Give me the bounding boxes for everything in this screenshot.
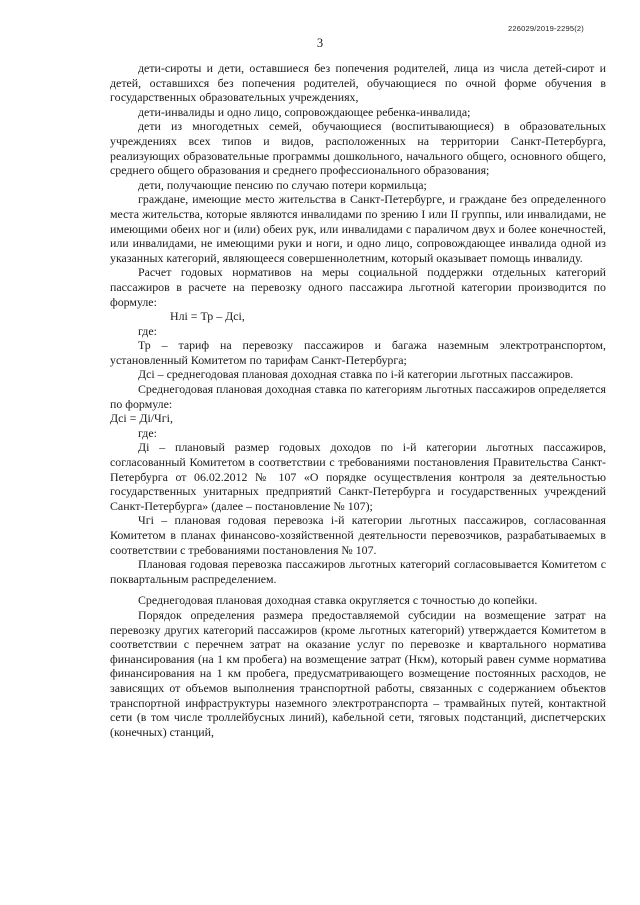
paragraph-tariff-definition: Тр – тариф на перевозку пассажиров и багажа наземным электротранспортом, установленный Комитетом по тарифам Санкт-Петербурга; — [110, 338, 606, 367]
paragraph-disabled-citizens: граждане, имеющие место жительства в Санкт-Петербурге, и граждане без определенного места жительства, которые являются инвалидами по зрению I или II группы, или инвалидами, не имеющими обеих ног и (или) обеих рук, или инвалидами с параличом двух и более конечностей, или инвалидами, не имеющими руки и ноги, и одно лицо, сопровождающее инвалида одной из указанных категорий, являющееся совершеннолетним, который оказывает помощь инвалиду. — [110, 192, 606, 265]
formula-rate: Дсі = Ді/Чгі, — [110, 411, 173, 426]
paragraph-large-families: дети из многодетных семей, обучающиеся (воспитывающиеся) в образовательных учреждениях всех типов и видов, расположенных на территории Санкт-Петербурга, реализующих образовательные программы дошкольного, начального общего, основного общего, среднего общего образования и среднего профессионального образования; — [110, 119, 606, 178]
formula-norm: Нлі = Тр – Дсі, — [170, 309, 245, 324]
paragraph-income-definition: Ді – плановый размер годовых доходов по i-й категории льготных пассажиров, согласованный Комитетом в соответствии с требованиями постановления Правительства Санкт-Петербурга от 06.02.2012 № 107 «О порядке осуществления контроля за деятельностью государственных унитарных предприятий Санкт-Петербурга и государственных учреждений Санкт-Петербурга» (далее – постановление № 107); — [110, 440, 606, 513]
paragraph-calculation-intro: Расчет годовых нормативов на меры социальной поддержки отдельных категорий пассажиров в расчете на перевозку одного пассажира льготной категории производится по формуле: — [110, 265, 606, 309]
paragraph-disabled-children: дети-инвалиды и одно лицо, сопровождающее ребенка-инвалида; — [138, 104, 471, 119]
paragraph-quarterly-distribution: Плановая годовая перевозка пассажиров льготных категорий согласовывается Комитетом с поквартальным распределением. — [110, 557, 606, 586]
paragraph-rate-definition: Дсі – среднегодовая плановая доходная ставка по i-й категории льготных пассажиров. — [138, 367, 574, 382]
document-body — [110, 61, 606, 739]
paragraph-rounding: Среднегодовая плановая доходная ставка округляется с точностью до копейки. — [138, 593, 538, 608]
paragraph-rate-intro: Среднегодовая плановая доходная ставка по категориям льготных пассажиров определяется по формуле: — [110, 382, 606, 411]
paragraph-orphans: дети-сироты и дети, оставшиеся без попечения родителей, лица из числа детей-сирот и детей, оставшихся без попечения родителей, обучающиеся по очной форме обучения в государственных образовательных учреждениях, — [110, 61, 606, 105]
where-label-2: где: — [138, 425, 157, 440]
page-number: 3 — [316, 36, 324, 50]
where-label: где: — [138, 323, 157, 338]
document-id: 226029/2019-2295(2) — [508, 24, 584, 33]
paragraph-survivor-pension: дети, получающие пенсию по случаю потери кормильца; — [138, 177, 427, 192]
paragraph-traffic-definition: Чгі – плановая годовая перевозка i-й категории льготных пассажиров, согласованная Комитетом в планах финансово-хозяйственной деятельности перевозчиков, разрабатываемых в соответствии с требованиями постановления № 107. — [110, 513, 606, 557]
paragraph-subsidy-procedure: Порядок определения размера предоставляемой субсидии на возмещение затрат на перевозку других категорий пассажиров (кроме льготных категорий) утверждается Комитетом в соответствии с перечнем затрат на оказание услуг по перевозке и квартального норматива финансирования (на 1 км пробега) на возмещение затрат (Нкм), который равен сумме норматива финансирования на 1 км пробега, предусматривающего возмещение постоянных расходов, не зависящих от объемов выполнения транспортной работы, связанных с содержанием объектов транспортной инфраструктуры наземного электротранспорта – трамвайных путей, контактной сети (в том числе троллейбусных линий), кабельной сети, тяговых подстанций, диспетчерских (конечных) станций, — [110, 607, 606, 739]
